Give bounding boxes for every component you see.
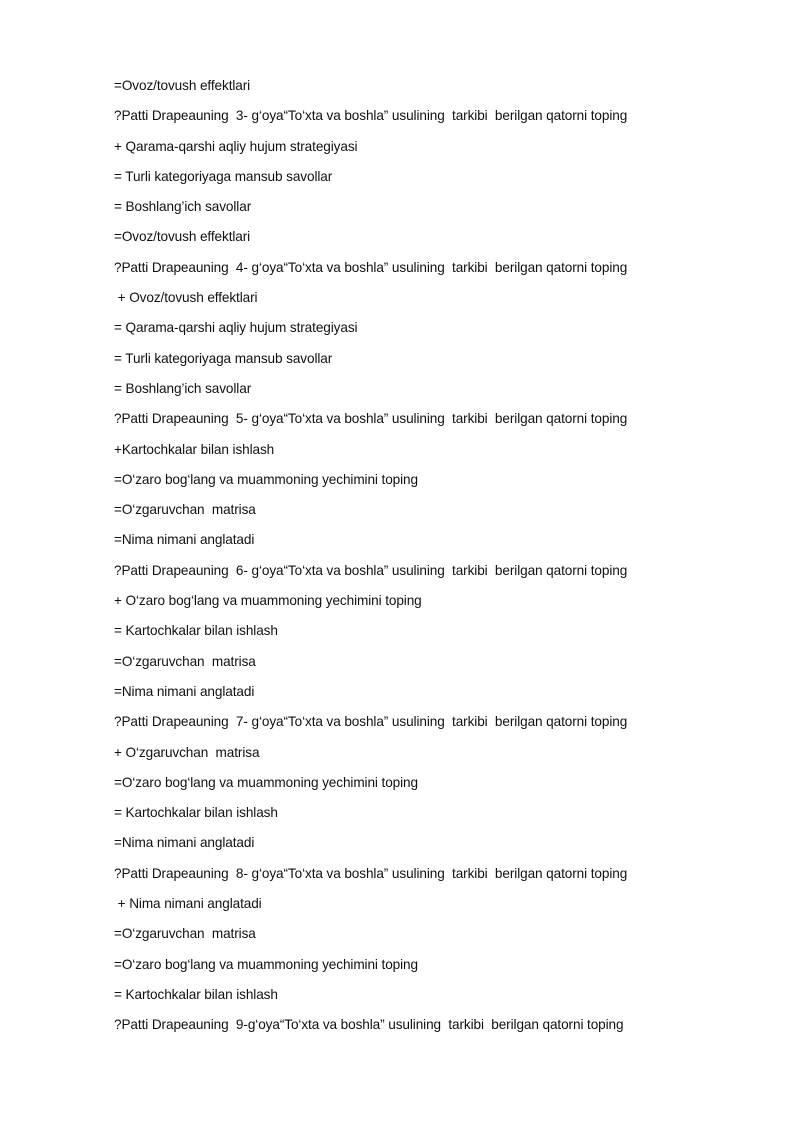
answer-line: =O‘zaro bog‘lang va muammoning yechimini toping: [114, 956, 418, 972]
answer-line: = Boshlang’ich savollar: [114, 199, 252, 215]
question-line: ?Patti Drapeauning 4- g‘oya“To‘xta va boshla” usulining tarkibi berilgan qatorni toping: [114, 259, 628, 275]
correct-answer-line: + O‘zgaruvchan matrisa: [114, 744, 260, 760]
correct-answer-line: + Nima nimani anglatadi: [114, 896, 262, 912]
question-line: ?Patti Drapeauning 8- g‘oya“To‘xta va boshla” usulining tarkibi berilgan qatorni toping: [114, 865, 628, 881]
answer-line: =Ovoz/tovush effektlari: [114, 78, 251, 93]
answer-line: =Nima nimani anglatadi: [114, 683, 255, 699]
answer-line: = Turli kategoriyaga mansub savollar: [114, 350, 333, 366]
question-line: ?Patti Drapeauning 7- g‘oya“To‘xta va boshla” usulining tarkibi berilgan qatorni toping: [114, 714, 628, 730]
answer-line: =O‘zgaruvchan matrisa: [114, 653, 256, 669]
answer-line: = Turli kategoriyaga mansub savollar: [114, 168, 333, 184]
question-line: ?Patti Drapeauning 3- g‘oya“To‘xta va boshla” usulining tarkibi berilgan qatorni toping: [114, 108, 628, 124]
document-text-block: [114, 76, 774, 1046]
answer-line: = Boshlang’ich savollar: [114, 380, 252, 396]
answer-line: =O‘zgaruvchan matrisa: [114, 926, 256, 942]
answer-line: = Qarama-qarshi aqliy hujum strategiyasi: [114, 320, 358, 336]
answer-line: = Kartochkalar bilan ishlash: [114, 805, 278, 821]
correct-answer-line: + Qarama-qarshi aqliy hujum strategiyasi: [114, 138, 358, 154]
answer-line: = Kartochkalar bilan ishlash: [114, 623, 278, 639]
correct-answer-line: + Ovoz/tovush effektlari: [114, 290, 258, 306]
question-line: ?Patti Drapeauning 9-g‘oya“To‘xta va boshla” usulining tarkibi berilgan qatorni toping: [114, 1017, 624, 1033]
answer-line: =Nima nimani anglatadi: [114, 532, 255, 548]
correct-answer-line: +Kartochkalar bilan ishlash: [114, 441, 275, 457]
answer-line: =Nima nimani anglatadi: [114, 835, 255, 851]
question-line: ?Patti Drapeauning 6- g‘oya“To‘xta va boshla” usulining tarkibi berilgan qatorni toping: [114, 562, 628, 578]
answer-line: =O‘zaro bog‘lang va muammoning yechimini toping: [114, 471, 418, 487]
answer-line: =O‘zgaruvchan matrisa: [114, 502, 256, 518]
question-line: ?Patti Drapeauning 5- g‘oya“To‘xta va boshla” usulining tarkibi berilgan qatorni toping: [114, 411, 628, 427]
answer-line: =O‘zaro bog‘lang va muammoning yechimini toping: [114, 774, 418, 790]
correct-answer-line: + O‘zaro bog‘lang va muammoning yechimini toping: [114, 593, 422, 609]
answer-line: = Kartochkalar bilan ishlash: [114, 986, 278, 1002]
answer-line: =Ovoz/tovush effektlari: [114, 229, 251, 245]
